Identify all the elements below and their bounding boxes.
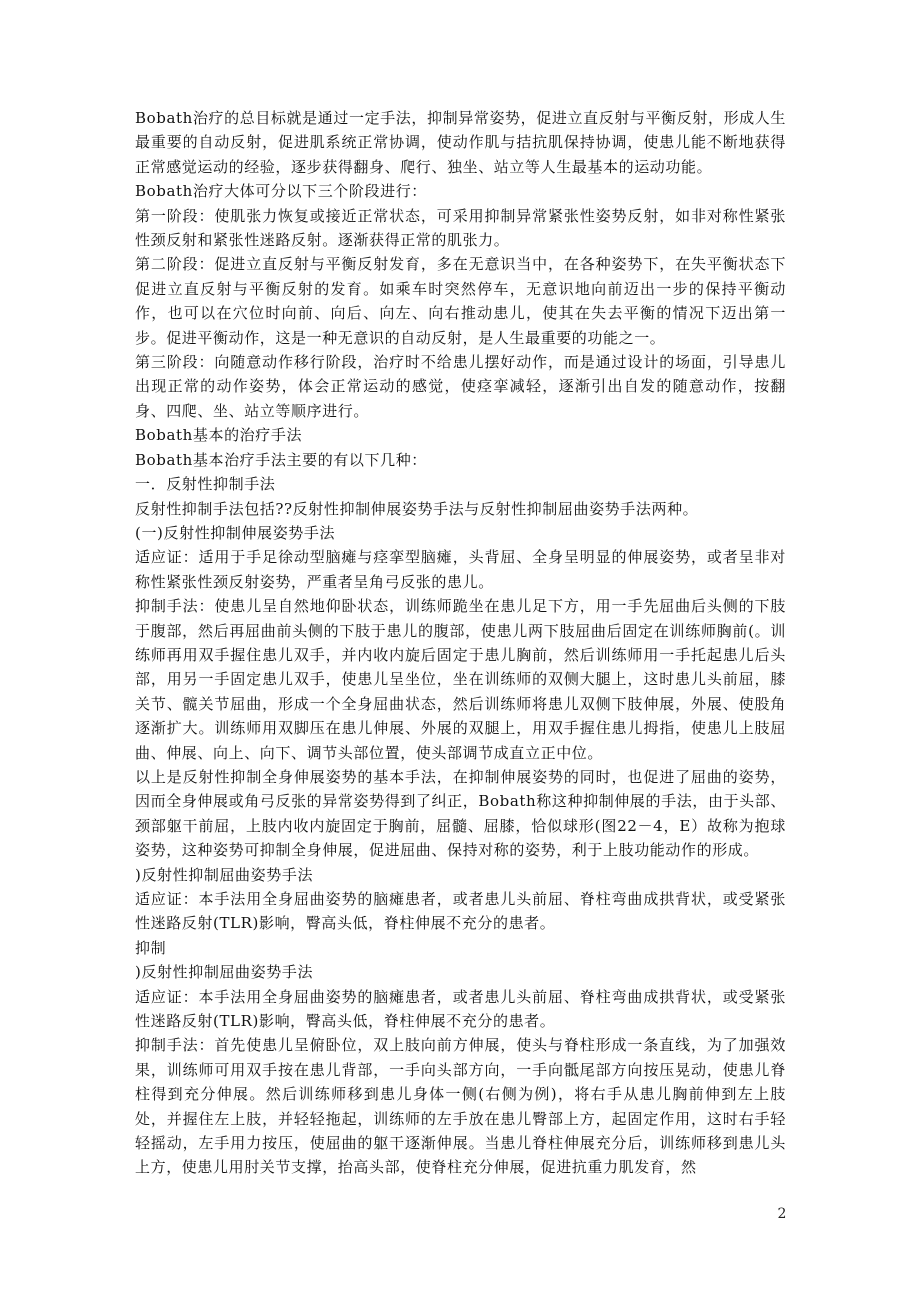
- paragraph: Bobath治疗的总目标就是通过一定手法，抑制异常姿势，促进立直反射与平衡反射，形成人生最重要的自动反射，促进肌系统正常协调，使动作肌与拮抗肌保持协调，使患儿能不断地获得正常感觉运动的经验，逐步获得翻身、爬行、独坐、站立等人生最基本的运动功能。: [135, 109, 786, 176]
- paragraph: 适应证：适用于手足徐动型脑瘫与痉挛型脑瘫，头背屈、全身呈明显的伸展姿势，或者呈非对称性紧张性颈反射姿势，严重者呈角弓反张的患儿。: [135, 548, 786, 591]
- paragraph: 适应证：本手法用全身屈曲姿势的脑瘫患者，或者患儿头前屈、脊柱弯曲成拱背状，或受紧张性迷路反射(TLR)影响，臀高头低，脊柱伸展不充分的患者。: [135, 890, 786, 933]
- paragraph: 第二阶段：促进立直反射与平衡反射发育，多在无意识当中，在各种姿势下，在失平衡状态下促进立直反射与平衡反射的发育。如乘车时突然停车，无意识地向前迈出一步的保持平衡动作，也可以在穴位时向前、向后、向左、向右推动患儿，使其在失去平衡的情况下迈出第一步。促进平衡动作，这是一种无意识的自动反射，是人生最重要的功能之一。: [135, 255, 786, 347]
- document-body: [135, 106, 786, 1180]
- section-heading: 一．反射性抑制手法: [135, 475, 276, 494]
- section-heading: Bobath基本的治疗手法: [135, 426, 303, 445]
- subsection-heading: (一)反射性抑制伸展姿势手法: [135, 523, 336, 542]
- paragraph: 反射性抑制手法包括??反射性抑制伸展姿势手法与反射性抑制屈曲姿势手法两种。: [135, 499, 699, 518]
- paragraph: 抑制手法：首先使患儿呈俯卧位，双上肢向前方伸展，使头与脊柱形成一条直线，为了加强效果，训练师可用双手按在患儿背部，一手向头部方向，一手向骶尾部方向按压晃动，使患儿脊柱得到充分伸展。然后训练师移到患儿身体一侧(右侧为例)，将右手从患儿胸前伸到左上肢处，并握住左上肢，并轻轻拖起，训练师的左手放在患儿臀部上方，起固定作用，这时右手轻轻摇动，左手用力按压，使屈曲的躯干逐渐伸展。当患儿脊柱伸展充分后，训练师移到患儿头上方，使患儿用肘关节支撑，抬高头部，使脊柱充分伸展，促进抗重力肌发育，然: [135, 1036, 786, 1177]
- paragraph: Bobath治疗大体可分以下三个阶段进行：: [135, 182, 427, 201]
- page-number: 2: [777, 1206, 787, 1222]
- paragraph: Bobath基本治疗手法主要的有以下几种：: [135, 450, 427, 469]
- subsection-heading: )反射性抑制屈曲姿势手法: [135, 865, 314, 884]
- paragraph: 第三阶段：向随意动作移行阶段，治疗时不给患儿摆好动作，而是通过设计的场面，引导患儿出现正常的动作姿势，体会正常运动的感觉，使痉挛减轻，逐渐引出自发的随意动作，按翻身、四爬、坐、站立等顺序进行。: [135, 353, 786, 420]
- subsection-heading: )反射性抑制屈曲姿势手法: [135, 963, 314, 982]
- paragraph: 抑制手法：使患儿呈自然地仰卧状态，训练师跪坐在患儿足下方，用一手先屈曲后头侧的下肢于腹部，然后再屈曲前头侧的下肢于患儿的腹部，使患儿两下肢屈曲后固定在训练师胸前(。训练师再用双手握住患儿双手，并内收内旋后固定于患儿胸前，然后训练师用一手托起患儿后头部，用另一手固定患儿双手，使患儿呈坐位，坐在训练师的双侧大腿上，这时患儿头前屈，膝关节、髋关节屈曲，形成一个全身屈曲状态，然后训练师将患儿双侧下肢伸展，外展、使股角逐渐扩大。训练师用双脚压在患儿伸展、外展的双腿上，用双手握住患儿拇指，使患儿上肢屈曲、伸展、向上、向下、调节头部位置，使头部调节成直立正中位。: [135, 597, 786, 762]
- paragraph: 第一阶段：使肌张力恢复或接近正常状态，可采用抑制异常紧张性姿势反射，如非对称性紧张性颈反射和紧张性迷路反射。逐渐获得正常的肌张力。: [135, 206, 786, 250]
- paragraph: 以上是反射性抑制全身伸展姿势的基本手法，在抑制伸展姿势的同时，也促进了屈曲的姿势，因而全身伸展或角弓反张的异常姿势得到了纠正，Bobath称这种抑制伸展的手法，由于头部、颈部躯干前屈，上肢内收内旋固定于胸前，屈髓、屈膝，恰似球形(图22－4，E）故称为抱球姿势，这种姿势可抑制全身伸展，促进屈曲、保持对称的姿势，利于上肢功能动作的形成。: [135, 767, 786, 860]
- paragraph: 抑制: [135, 938, 167, 957]
- paragraph: 适应证：本手法用全身屈曲姿势的脑瘫患者，或者患儿头前屈、脊柱弯曲成拱背状，或受紧张性迷路反射(TLR)影响，臀高头低，脊柱伸展不充分的患者。: [135, 987, 786, 1031]
